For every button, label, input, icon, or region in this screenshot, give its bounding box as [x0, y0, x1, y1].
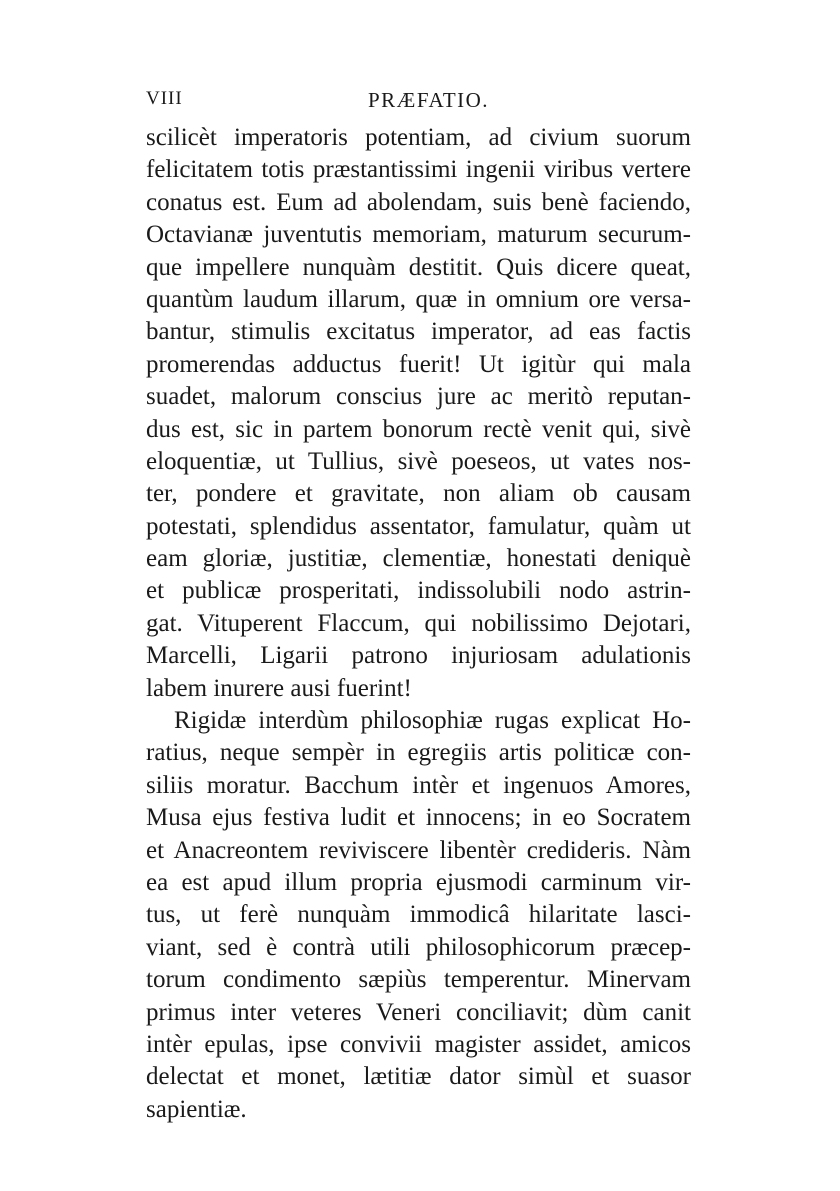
text-line: ea est apud illum propria ejusmodi carminum vir-: [146, 868, 691, 896]
text-line: sapientiæ.: [146, 1095, 247, 1123]
text-line: potestati, splendidus assentator, famulatur, quàm ut: [146, 512, 691, 540]
text-line: promerendas adductus fuerit! Ut igitùr qui mala: [146, 350, 691, 378]
text-line: primus inter veteres Veneri conciliavit; dùm canit: [146, 998, 691, 1026]
text-line: delectat et monet, lætitiæ dator simùl et suasor: [146, 1063, 691, 1091]
text-line: gat. Vituperent Flaccum, qui nobilissimo Dejotari,: [146, 609, 691, 637]
text-line: siliis moratur. Bacchum intèr et ingenuos Amores,: [146, 771, 691, 799]
text-line: Octavianæ juventutis memoriam, maturum securum-: [146, 221, 691, 249]
running-head: [146, 88, 691, 118]
text-line: scilicèt imperatoris potentiam, ad civium suorum: [146, 124, 691, 151]
text-line: ter, pondere et gravitate, non aliam ob causam: [146, 480, 691, 508]
text-line: viant, sed è contrà utili philosophicorum præcep-: [146, 933, 691, 961]
text-line: et Anacreontem reviviscere libentèr credideris. Nàm: [146, 836, 691, 864]
body-text: [146, 122, 691, 1126]
text-line: quantùm laudum illarum, quæ in omnium ore versa-: [146, 285, 691, 313]
text-line: eam gloriæ, justitiæ, clementiæ, honestati deniquè: [146, 545, 691, 573]
text-line: torum condimento sæpiùs temperentur. Minervam: [146, 966, 691, 994]
text-line: Musa ejus festiva ludit et innocens; in eo Socratem: [146, 804, 691, 832]
text-line: labem inurere ausi fuerint!: [146, 674, 412, 702]
text-line: que impellere nunquàm destitit. Quis dicere queat,: [146, 253, 691, 281]
text-line: eloquentiæ, ut Tullius, sivè poeseos, ut vates nos-: [146, 447, 691, 475]
text-line: ratius, neque sempèr in egregiis artis politicæ con-: [146, 739, 691, 767]
text-line: suadet, malorum conscius jure ac meritò reputan-: [146, 383, 691, 411]
text-line: conatus est. Eum ad abolendam, suis benè faciendo,: [146, 188, 691, 216]
text-line: bantur, stimulis excitatus imperator, ad eas factis: [146, 318, 691, 346]
text-line: intèr epulas, ipse convivii magister assidet, amicos: [146, 1030, 691, 1058]
text-line: Marcelli, Ligarii patrono injuriosam adulationis: [146, 642, 691, 670]
running-title: PRÆFATIO.: [368, 88, 490, 112]
page-number: VIII: [146, 88, 183, 109]
text-line: Rigidæ interdùm philosophiæ rugas explicat Ho-: [174, 707, 691, 735]
text-line: et publicæ prosperitati, indissolubili nodo astrin-: [146, 577, 691, 605]
paragraph-1: [146, 122, 691, 705]
text-line: dus est, sic in partem bonorum rectè venit qui, sivè: [146, 415, 691, 443]
paragraph-2: [146, 705, 691, 1126]
text-line: tus, ut ferè nunquàm immodicâ hilaritate lasci-: [146, 901, 691, 929]
text-line: felicitatem totis præstantissimi ingenii viribus vertere: [146, 156, 691, 184]
